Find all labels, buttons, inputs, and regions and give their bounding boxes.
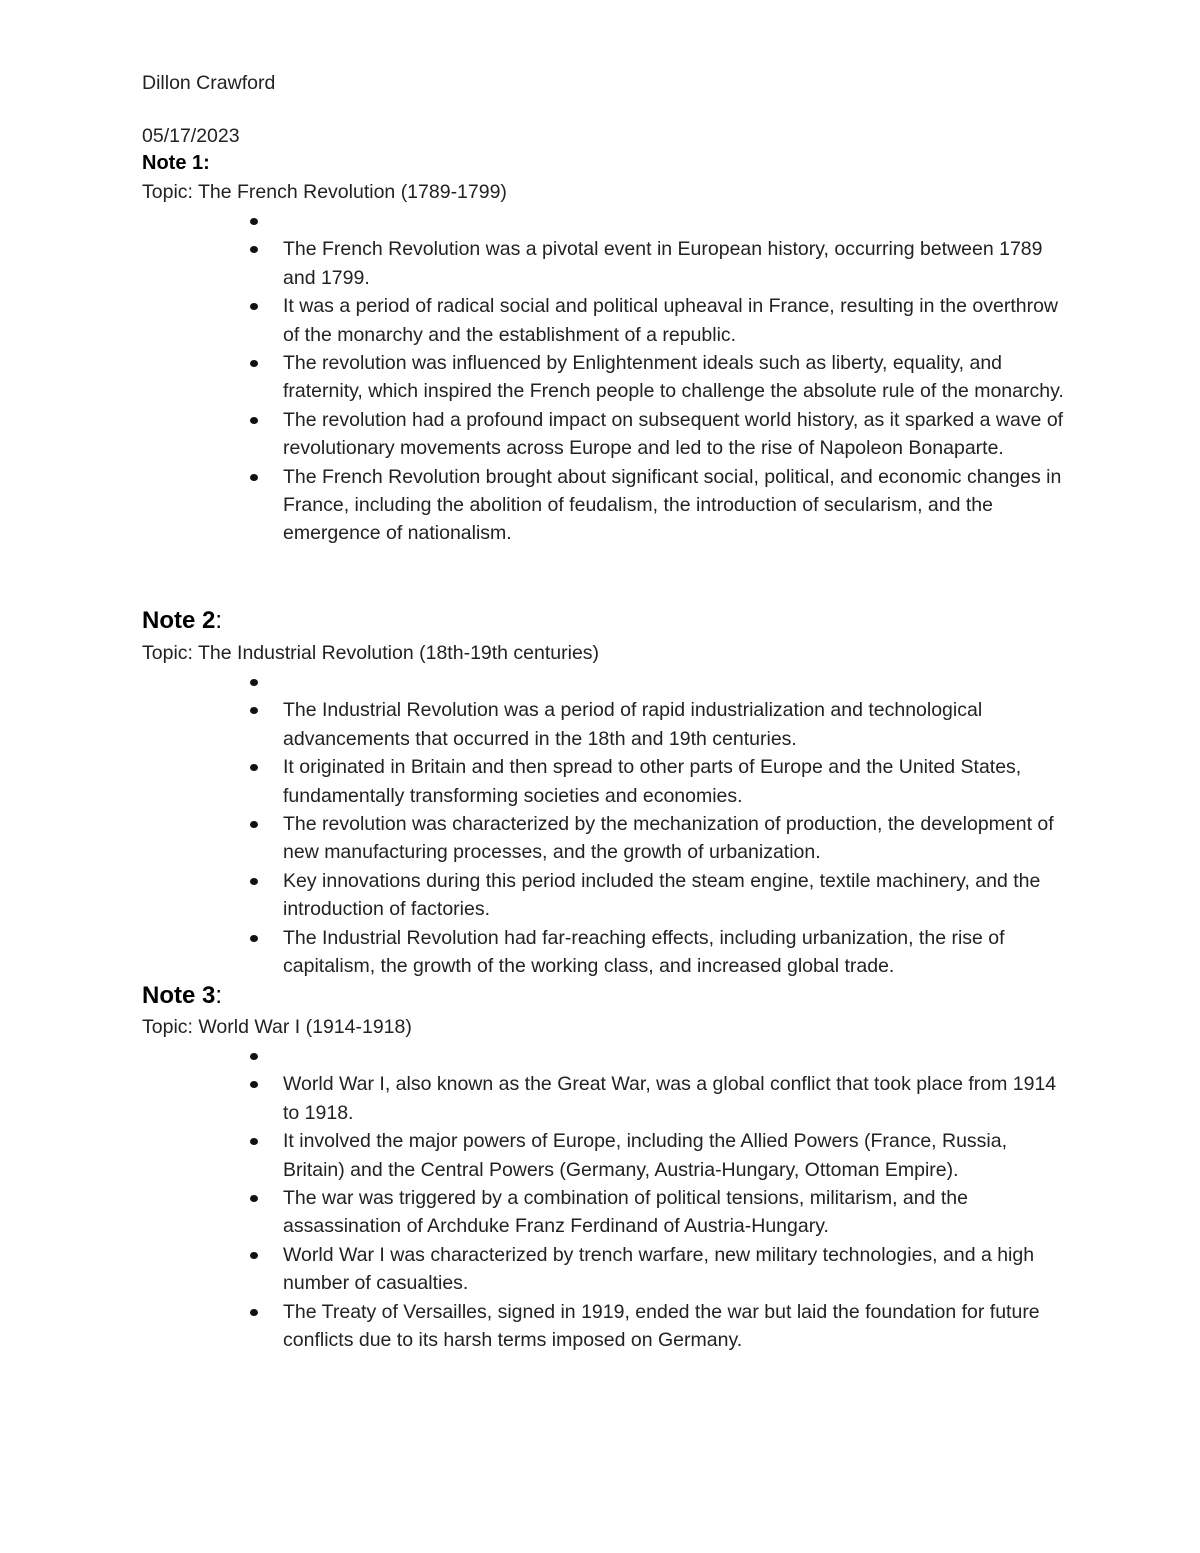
bullet-icon: [250, 246, 258, 253]
list-item: Key innovations during this period included the steam engine, textile machinery, and the introduction of factories.: [0, 867, 1073, 924]
list-item: The war was triggered by a combination of political tensions, militarism, and the assassination of Archduke Franz Ferdinand of Austria-Hungary.: [0, 1184, 1073, 1241]
bullet-icon: [250, 474, 258, 481]
bullet-icon: [250, 707, 258, 714]
list-item: [0, 668, 1073, 696]
note-2-bullet-list: [0, 668, 1200, 980]
note-2-label: Note 2: [142, 607, 216, 634]
note-1-colon: :: [203, 152, 210, 174]
list-item: The French Revolution brought about significant social, political, and economic changes in France, including the abolition of feudalism, the introduction of secularism, and the emergence of nationalism.: [0, 463, 1073, 548]
bullet-icon: [250, 1309, 258, 1316]
list-item: [0, 1042, 1073, 1070]
list-item: It involved the major powers of Europe, including the Allied Powers (France, Russia, Britain) and the Central Powers (Germany, Austria-Hungary, Ottoman Empire).: [0, 1127, 1073, 1184]
list-item: The Treaty of Versailles, signed in 1919, ended the war but laid the foundation for future conflicts due to its harsh terms imposed on Germany.: [0, 1298, 1073, 1355]
bullet-icon: [250, 821, 258, 828]
bullet-icon: [250, 1053, 258, 1060]
note-3-bullet-list: [0, 1042, 1200, 1354]
bullet-icon: [250, 1138, 258, 1145]
list-item: It originated in Britain and then spread to other parts of Europe and the United States, fundamentally transforming societies and economies.: [0, 753, 1073, 810]
note-1-heading: [142, 149, 210, 177]
note-3-heading: [142, 981, 222, 1011]
list-item: The French Revolution was a pivotal event in European history, occurring between 1789 and 1799.: [0, 235, 1073, 292]
author-name: Dillon Crawford: [142, 72, 276, 94]
note-3-colon: :: [215, 982, 223, 1009]
bullet-icon: [250, 303, 258, 310]
bullet-icon: [250, 679, 258, 686]
note-3-topic: Topic: World War I (1914-1918): [142, 1016, 412, 1038]
document-date: 05/17/2023: [142, 125, 240, 147]
note-1-bullet-list: [0, 207, 1200, 548]
bullet-icon: [250, 417, 258, 424]
note-3-label: Note 3: [142, 982, 216, 1009]
list-item: The revolution was characterized by the mechanization of production, the development of new manufacturing processes, and the growth of urbanization.: [0, 810, 1073, 867]
bullet-icon: [250, 878, 258, 885]
note-2-colon: :: [215, 607, 223, 634]
list-item: The Industrial Revolution was a period of rapid industrialization and technological advancements that occurred in the 18th and 19th centuries.: [0, 696, 1073, 753]
note-1-topic: Topic: The French Revolution (1789-1799): [142, 181, 507, 203]
bullet-icon: [250, 218, 258, 225]
list-item: The Industrial Revolution had far-reaching effects, including urbanization, the rise of capitalism, the growth of the working class, and increased global trade.: [0, 924, 1073, 981]
list-item: World War I was characterized by trench warfare, new military technologies, and a high number of casualties.: [0, 1241, 1073, 1298]
bullet-icon: [250, 935, 258, 942]
note-2-topic: Topic: The Industrial Revolution (18th-19th centuries): [142, 642, 600, 664]
bullet-icon: [250, 764, 258, 771]
list-item: The revolution was influenced by Enlightenment ideals such as liberty, equality, and fraternity, which inspired the French people to challenge the absolute rule of the monarchy.: [0, 349, 1073, 406]
bullet-icon: [250, 360, 258, 367]
list-item: It was a period of radical social and political upheaval in France, resulting in the overthrow of the monarchy and the establishment of a republic.: [0, 292, 1073, 349]
list-item: The revolution had a profound impact on subsequent world history, as it sparked a wave of revolutionary movements across Europe and led to the rise of Napoleon Bonaparte.: [0, 406, 1073, 463]
list-item: [0, 207, 1073, 235]
bullet-icon: [250, 1081, 258, 1088]
bullet-icon: [250, 1195, 258, 1202]
bullet-icon: [250, 1252, 258, 1259]
list-item: World War I, also known as the Great War, was a global conflict that took place from 1914 to 1918.: [0, 1070, 1073, 1127]
note-1-label: Note 1: [142, 152, 204, 174]
note-2-heading: [142, 606, 222, 636]
